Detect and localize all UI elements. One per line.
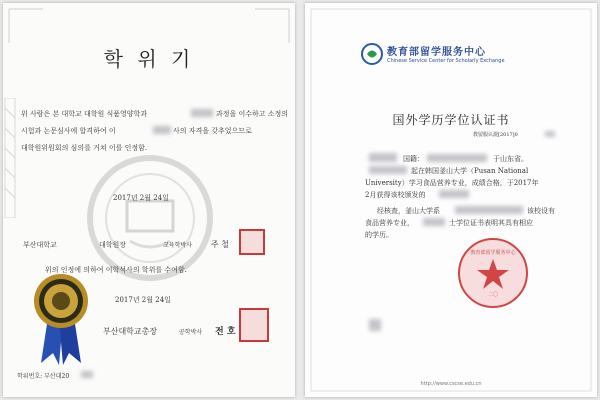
issue-date-1: 2017년 2월 24일 [113, 194, 169, 202]
gold-seal-ribbon-icon [31, 271, 91, 367]
para1-line2: 起在韩国釜山大学（Pusan National [411, 167, 529, 175]
president-seal-stamp-icon [239, 308, 269, 342]
signer2-name: 전 호 [215, 327, 236, 337]
body-line-2b: 사의 자격을 갖추었으므로 [173, 127, 252, 135]
para2-line3: 的学历。 [365, 231, 393, 239]
cscse-logo-icon [361, 43, 383, 65]
redacted-name [369, 153, 397, 162]
issue-date-2: 2017년 2월 24일 [115, 296, 171, 304]
university-emblem-watermark-icon [85, 153, 215, 283]
para1-line3: University）学习食品营养专业，成绩合格，于2017年 [365, 179, 539, 187]
body-line-2: 시험과 논문심사에 합격하여 이 [21, 127, 116, 135]
korean-diploma [3, 3, 295, 397]
para2-line2b: 士学位证书表明其具有相应 [449, 219, 533, 227]
signer1-university: 부산대학교 [23, 241, 57, 249]
signer1-title: 교육학박사 [163, 242, 192, 249]
seal-text: 教育部留学服务中心 [470, 250, 516, 256]
redacted-field [427, 154, 487, 162]
red-seal-stamp-icon [239, 229, 265, 255]
redacted-field [153, 126, 171, 134]
redacted-qr-code [369, 319, 381, 331]
para2-line1b: 该校设有 [527, 207, 555, 215]
para1-line1b: 于山东省。 [493, 155, 528, 163]
redacted-field [545, 131, 555, 137]
certificate-number: 학위번호: 부산대20 [17, 373, 70, 380]
redacted-field [439, 190, 469, 198]
redacted-field [81, 371, 93, 378]
redacted-field [191, 109, 213, 117]
signer1-role: 대학원장 [99, 241, 127, 249]
org-name-en: Chinese Service Center for Scholarly Exchange [387, 58, 505, 64]
chinese-certificate [305, 3, 597, 397]
signer2-title: 공학박사 [179, 329, 203, 336]
official-red-seal-icon [455, 235, 531, 311]
para1-line4: 2月获得该校颁发的 [365, 191, 426, 199]
redacted-field [455, 206, 523, 214]
seal-date: 二〇 [487, 292, 498, 298]
diploma-title: 학 위 기 [103, 47, 195, 71]
body-line-1b: 과정을 이수하고 소정의 [216, 110, 289, 118]
certificate-number: 教留服认證[2017]0 [473, 132, 518, 138]
para2-line2: 食品营养专业， [365, 219, 414, 227]
body-line-1: 위 사람은 본 대학교 대학원 식품영양학과 [21, 110, 148, 118]
redacted-field [369, 166, 407, 174]
para2-line1: 经核查，釜山大学系 [377, 207, 440, 215]
signer1-name: 주 철 [211, 240, 229, 249]
body-line-3: 대학원위원회의 심의를 거쳐 이를 인정함. [21, 144, 148, 152]
signer2-role: 부산대학교총장 [103, 327, 158, 336]
org-name-cn: 教育部留学服务中心 [387, 47, 486, 58]
confirmation-line: 위의 인정에 의하여 이학석사의 학위를 수여함. [45, 266, 187, 274]
website-url: http://www.cscse.edu.cn [420, 381, 482, 387]
certificate-title: 国外学历学位认证书 [392, 113, 510, 127]
para1-line1: 国籍： [403, 155, 424, 163]
side-pattern [3, 98, 17, 218]
redacted-field [423, 218, 445, 226]
